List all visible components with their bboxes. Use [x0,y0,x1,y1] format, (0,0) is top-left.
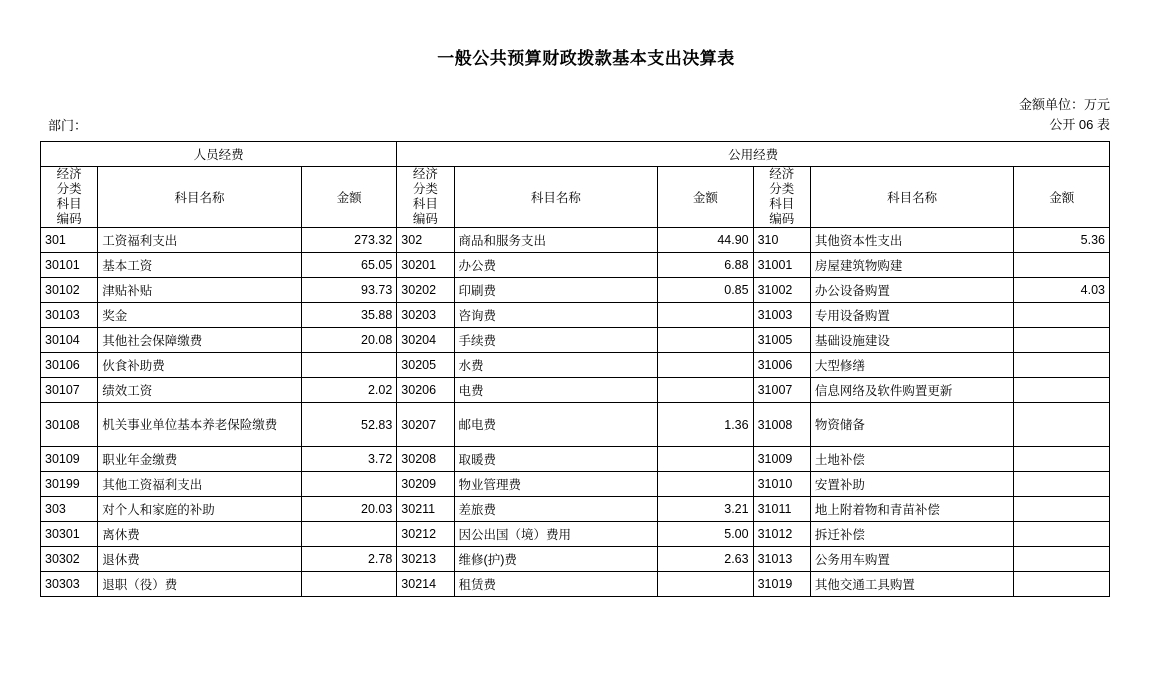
cell-code: 30303 [41,572,98,597]
group-header-public: 公用经费 [397,142,1110,167]
cell-amount: 273.32 [301,228,396,253]
header-code-line: 分类 [769,182,795,196]
cell-amount [658,378,753,403]
cell-amount [301,353,396,378]
cell-amount: 20.03 [301,497,396,522]
cell-amount: 6.88 [658,253,753,278]
cell-amount: 35.88 [301,303,396,328]
cell-code: 30102 [41,278,98,303]
header-code-line: 经济 [769,167,795,181]
header-code-line: 分类 [56,182,82,196]
cell-amount [658,303,753,328]
cell-code: 30214 [397,572,454,597]
header-code-line: 编码 [56,212,82,226]
page-title: 一般公共预算财政拨款基本支出决算表 [437,49,735,68]
cell-amount: 1.36 [658,403,753,447]
table-row [41,328,1110,353]
header-name-2: 科目名称 [454,167,658,228]
table-row [41,522,1110,547]
cell-code: 30202 [397,278,454,303]
cell-subject-name: 退休费 [98,547,302,572]
cell-subject-name: 地上附着物和青苗补偿 [810,497,1014,522]
group-header-row [41,142,1110,167]
header-code-line: 编码 [769,212,795,226]
cell-amount: 65.05 [301,253,396,278]
cell-subject-name: 物业管理费 [454,472,658,497]
cell-code: 30207 [397,403,454,447]
cell-amount: 2.78 [301,547,396,572]
cell-subject-name: 对个人和家庭的补助 [98,497,302,522]
table-row [41,547,1110,572]
cell-subject-name: 因公出国（境）费用 [454,522,658,547]
header-code-line: 编码 [412,212,438,226]
cell-amount [1014,303,1110,328]
cell-code: 31002 [753,278,810,303]
cell-code: 303 [41,497,98,522]
cell-code: 31019 [753,572,810,597]
cell-code: 31003 [753,303,810,328]
cell-subject-name: 奖金 [98,303,302,328]
cell-code: 30104 [41,328,98,353]
cell-subject-name: 津贴补贴 [98,278,302,303]
cell-code: 30208 [397,447,454,472]
cell-subject-name: 办公设备购置 [810,278,1014,303]
cell-code: 31008 [753,403,810,447]
table-row [41,378,1110,403]
cell-code: 31006 [753,353,810,378]
cell-code: 30212 [397,522,454,547]
header-code-line: 科目 [56,197,82,211]
cell-subject-name: 公务用车购置 [810,547,1014,572]
cell-subject-name: 退职（役）费 [98,572,302,597]
cell-subject-name: 水费 [454,353,658,378]
cell-code: 31012 [753,522,810,547]
header-code-line: 科目 [769,197,795,211]
cell-amount [1014,572,1110,597]
cell-amount: 20.08 [301,328,396,353]
cell-subject-name: 土地补偿 [810,447,1014,472]
meta-row [0,115,1172,135]
header-code-line: 分类 [412,182,438,196]
cell-code: 30204 [397,328,454,353]
cell-subject-name: 机关事业单位基本养老保险缴费 [98,403,302,447]
header-name-3: 科目名称 [810,167,1014,228]
cell-amount: 5.36 [1014,228,1110,253]
cell-code: 31001 [753,253,810,278]
table-row [41,353,1110,378]
header-amount-1: 金额 [301,167,396,228]
cell-code: 30101 [41,253,98,278]
table-row [41,497,1110,522]
table-body [41,228,1110,597]
amount-unit: 金额单位：万元 [1018,97,1110,112]
cell-code: 31009 [753,447,810,472]
cell-amount [1014,328,1110,353]
cell-subject-name: 咨询费 [454,303,658,328]
cell-code: 30201 [397,253,454,278]
cell-subject-name: 电费 [454,378,658,403]
cell-amount: 93.73 [301,278,396,303]
cell-amount [301,522,396,547]
cell-code: 30107 [41,378,98,403]
cell-subject-name: 大型修缮 [810,353,1014,378]
budget-table [40,141,1110,597]
cell-amount: 5.00 [658,522,753,547]
cell-subject-name: 安置补助 [810,472,1014,497]
cell-subject-name: 租赁费 [454,572,658,597]
header-amount-3: 金额 [1014,167,1110,228]
cell-amount [1014,472,1110,497]
cell-code: 30109 [41,447,98,472]
cell-code: 30206 [397,378,454,403]
group-header-personnel: 人员经费 [41,142,397,167]
cell-subject-name: 办公费 [454,253,658,278]
cell-code: 30301 [41,522,98,547]
cell-subject-name: 绩效工资 [98,378,302,403]
cell-code: 31007 [753,378,810,403]
cell-subject-name: 工资福利支出 [98,228,302,253]
cell-amount [658,353,753,378]
cell-amount [1014,522,1110,547]
cell-code: 30103 [41,303,98,328]
header-code-line: 经济 [56,167,82,181]
cell-code: 30213 [397,547,454,572]
cell-code: 310 [753,228,810,253]
table-row [41,403,1110,447]
table-row [41,472,1110,497]
cell-subject-name: 商品和服务支出 [454,228,658,253]
cell-code: 31011 [753,497,810,522]
cell-amount: 0.85 [658,278,753,303]
cell-code: 30209 [397,472,454,497]
cell-code: 30205 [397,353,454,378]
cell-amount [1014,353,1110,378]
cell-subject-name: 维修(护)费 [454,547,658,572]
cell-subject-name: 房屋建筑物购建 [810,253,1014,278]
cell-amount [301,572,396,597]
cell-subject-name: 取暖费 [454,447,658,472]
cell-code: 30211 [397,497,454,522]
header-code-line: 经济 [412,167,438,181]
cell-amount: 4.03 [1014,278,1110,303]
cell-subject-name: 其他社会保障缴费 [98,328,302,353]
department-label: 部门： [48,118,88,133]
cell-amount [658,447,753,472]
cell-code: 302 [397,228,454,253]
cell-code: 30108 [41,403,98,447]
cell-code: 30203 [397,303,454,328]
cell-subject-name: 信息网络及软件购置更新 [810,378,1014,403]
cell-amount [658,472,753,497]
form-number: 公开 06 表 [1049,117,1110,132]
cell-subject-name: 手续费 [454,328,658,353]
header-code-3 [753,167,810,228]
header-code-1 [41,167,98,228]
cell-subject-name: 专用设备购置 [810,303,1014,328]
cell-amount: 3.21 [658,497,753,522]
header-code-2 [397,167,454,228]
cell-code: 301 [41,228,98,253]
column-header-row [41,167,1110,228]
table-row [41,303,1110,328]
table-row [41,572,1110,597]
cell-amount: 2.63 [658,547,753,572]
cell-amount [1014,447,1110,472]
cell-amount [1014,253,1110,278]
cell-code: 30302 [41,547,98,572]
cell-subject-name: 物资储备 [810,403,1014,447]
table-row [41,253,1110,278]
cell-amount: 44.90 [658,228,753,253]
cell-amount [1014,378,1110,403]
cell-subject-name: 其他资本性支出 [810,228,1014,253]
cell-subject-name: 基础设施建设 [810,328,1014,353]
cell-subject-name: 基本工资 [98,253,302,278]
cell-amount [658,328,753,353]
cell-code: 31005 [753,328,810,353]
cell-subject-name: 印刷费 [454,278,658,303]
table-row [41,278,1110,303]
table-row [41,228,1110,253]
cell-subject-name: 其他工资福利支出 [98,472,302,497]
cell-subject-name: 职业年金缴费 [98,447,302,472]
cell-code: 31013 [753,547,810,572]
table-row [41,447,1110,472]
cell-amount [1014,403,1110,447]
cell-code: 30199 [41,472,98,497]
header-name-1: 科目名称 [98,167,302,228]
cell-amount [1014,497,1110,522]
header-code-line: 科目 [412,197,438,211]
cell-subject-name: 离休费 [98,522,302,547]
cell-amount [1014,547,1110,572]
cell-amount [658,572,753,597]
cell-subject-name: 拆迁补偿 [810,522,1014,547]
cell-code: 30106 [41,353,98,378]
cell-subject-name: 其他交通工具购置 [810,572,1014,597]
cell-subject-name: 伙食补助费 [98,353,302,378]
header-amount-2: 金额 [658,167,753,228]
cell-amount: 2.02 [301,378,396,403]
cell-amount [301,472,396,497]
cell-amount: 3.72 [301,447,396,472]
cell-subject-name: 邮电费 [454,403,658,447]
cell-code: 31010 [753,472,810,497]
cell-subject-name: 差旅费 [454,497,658,522]
cell-amount: 52.83 [301,403,396,447]
